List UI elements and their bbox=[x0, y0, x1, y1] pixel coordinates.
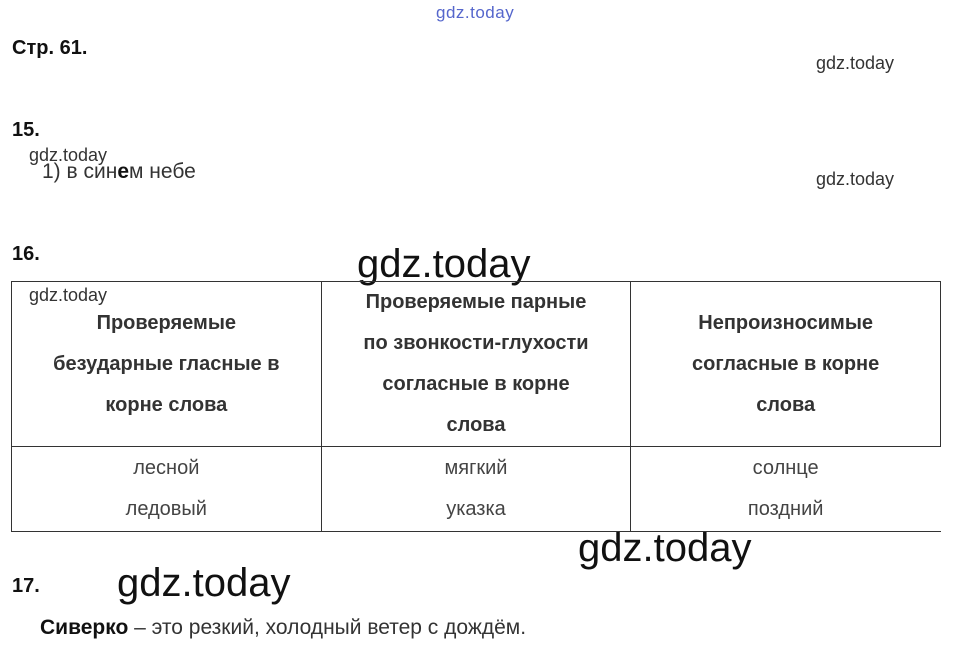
header-line: корне слова bbox=[105, 393, 228, 416]
table-header-cell bbox=[631, 282, 941, 447]
header-line: слова bbox=[446, 414, 506, 436]
task-17-number: 17. bbox=[12, 575, 40, 597]
task-16-number: 16. bbox=[12, 243, 40, 265]
table-cell bbox=[321, 447, 631, 532]
header-line: Проверяемые bbox=[96, 311, 237, 334]
watermark-big-3: gdz.today bbox=[117, 561, 291, 605]
task-15-answer-stressed: е bbox=[117, 160, 130, 183]
table-header-cell bbox=[321, 282, 631, 447]
header-line: слова bbox=[756, 393, 816, 416]
header-line: согласные в корне bbox=[382, 373, 570, 395]
task-15-number: 15. bbox=[12, 119, 40, 141]
cell-word: мягкий bbox=[444, 457, 508, 479]
watermark-right-2: gdz.today bbox=[816, 169, 895, 189]
table-header-row bbox=[12, 282, 941, 447]
page-label: Стр. 61. bbox=[12, 37, 88, 59]
cell-word: ледовый bbox=[125, 498, 207, 520]
answer-table bbox=[11, 281, 941, 532]
task-15-answer bbox=[42, 160, 196, 184]
task-17-answer bbox=[40, 616, 526, 640]
header-line: Непроизносимые bbox=[698, 311, 874, 334]
header-line: безударные гласные в bbox=[53, 352, 280, 375]
task-17-term: Сиверко bbox=[40, 616, 129, 639]
cell-word: поздний bbox=[747, 498, 824, 520]
task-17-definition: – это резкий, холодный ветер с дождём. bbox=[128, 616, 527, 639]
watermark-task15: gdz.today bbox=[29, 145, 108, 165]
task-15-answer-suffix: ебе bbox=[160, 160, 196, 183]
cell-word: лесной bbox=[133, 457, 200, 479]
table-header-cell bbox=[12, 282, 322, 447]
watermark-right-1: gdz.today bbox=[816, 53, 895, 73]
task-15-answer-prefix: 1) в син bbox=[42, 160, 118, 183]
cell-word: солнце bbox=[752, 457, 819, 479]
watermark-big-2: gdz.today bbox=[578, 526, 752, 570]
table-row bbox=[12, 447, 941, 532]
table-cell bbox=[631, 447, 941, 532]
table-cell bbox=[12, 447, 322, 532]
watermark-table-corner: gdz.today bbox=[29, 285, 108, 305]
task-15-answer-mid: м н bbox=[129, 160, 161, 183]
header-line: Проверяемые парные bbox=[365, 291, 587, 313]
watermark-big-1: gdz.today bbox=[357, 242, 531, 286]
header-line: по звонкости-глухости bbox=[363, 332, 589, 354]
watermark-top: gdz.today bbox=[436, 3, 515, 22]
cell-word: указка bbox=[446, 498, 506, 520]
header-line: согласные в корне bbox=[692, 352, 880, 375]
